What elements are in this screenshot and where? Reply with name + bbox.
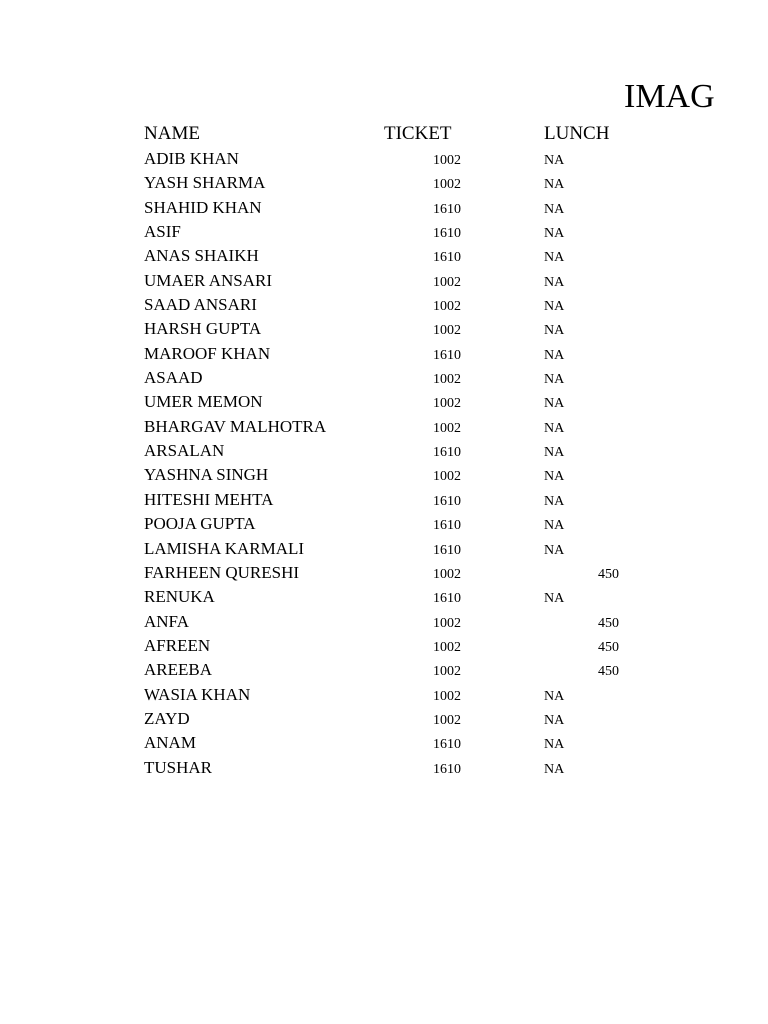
column-header-ticket: TICKET xyxy=(384,123,452,144)
table-row xyxy=(144,269,664,293)
lunch-cell: NA xyxy=(544,712,565,728)
name-cell: ZAYD xyxy=(144,708,190,728)
lunch-cell: NA xyxy=(544,250,565,266)
name-cell: WASIA KHAN xyxy=(144,684,251,704)
lunch-cell: NA xyxy=(544,177,565,193)
table-row xyxy=(144,220,664,244)
table-body xyxy=(144,147,664,780)
name-cell: SHAHID KHAN xyxy=(144,197,262,217)
ticket-cell: 1002 xyxy=(433,177,461,193)
ticket-cell: 1610 xyxy=(433,201,461,217)
name-cell: ANFA xyxy=(144,611,190,631)
ticket-cell: 1610 xyxy=(433,591,461,607)
column-header-lunch: LUNCH xyxy=(544,123,610,144)
lunch-cell: NA xyxy=(544,226,565,242)
ticket-cell: 1002 xyxy=(433,299,461,315)
name-cell: HITESHI MEHTA xyxy=(144,489,274,509)
ticket-cell: 1610 xyxy=(433,542,461,558)
lunch-cell: NA xyxy=(544,299,565,315)
table-row xyxy=(144,439,664,463)
ticket-cell: 1002 xyxy=(433,639,461,655)
table-row xyxy=(144,390,664,414)
name-cell: ASIF xyxy=(144,222,181,242)
name-cell: SAAD ANSARI xyxy=(144,295,257,315)
table-row xyxy=(144,415,664,439)
name-cell: BHARGAV MALHOTRA xyxy=(144,416,327,436)
ticket-cell: 1002 xyxy=(433,469,461,485)
lunch-cell: NA xyxy=(544,542,565,558)
name-cell: UMAER ANSARI xyxy=(144,270,272,290)
name-cell: YASH SHARMA xyxy=(144,173,266,193)
column-header-name: NAME xyxy=(144,123,200,144)
ticket-cell: 1002 xyxy=(433,688,461,704)
name-cell: ADIB KHAN xyxy=(144,149,239,168)
lunch-cell: NA xyxy=(544,445,565,461)
ticket-cell: 1610 xyxy=(433,493,461,509)
ticket-cell: 1002 xyxy=(433,323,461,339)
name-cell: ANAM xyxy=(144,733,196,753)
table-row xyxy=(144,658,664,682)
ticket-cell: 1610 xyxy=(433,347,461,363)
ticket-cell: 1610 xyxy=(433,226,461,242)
table-row xyxy=(144,342,664,366)
table-row xyxy=(144,731,664,755)
table-row xyxy=(144,171,664,195)
lunch-cell: NA xyxy=(544,420,565,436)
name-cell: ARSALAN xyxy=(144,441,225,461)
table-row xyxy=(144,585,664,609)
table-row xyxy=(144,196,664,220)
lunch-cell: NA xyxy=(544,493,565,509)
name-cell: FARHEEN QURESHI xyxy=(144,562,300,582)
ticket-cell: 1002 xyxy=(433,566,461,582)
name-cell: TUSHAR xyxy=(144,757,213,777)
table-row xyxy=(144,488,664,512)
name-cell: ANAS SHAIKH xyxy=(144,246,259,266)
lunch-cell: 450 xyxy=(598,615,619,631)
lunch-cell: NA xyxy=(544,274,565,290)
lunch-cell: NA xyxy=(544,761,565,777)
table-row xyxy=(144,147,664,171)
name-cell: ASAAD xyxy=(144,368,203,388)
lunch-cell: NA xyxy=(544,688,565,704)
table-row xyxy=(144,610,664,634)
name-cell: YASHNA SINGH xyxy=(144,465,269,485)
table-header-row xyxy=(144,121,664,147)
ticket-cell: 1002 xyxy=(433,153,461,168)
lunch-cell: NA xyxy=(544,201,565,217)
table-row xyxy=(144,463,664,487)
table-row xyxy=(144,537,664,561)
lunch-cell: 450 xyxy=(598,639,619,655)
lunch-cell: NA xyxy=(544,347,565,363)
table-row xyxy=(144,317,664,341)
lunch-cell: NA xyxy=(544,737,565,753)
lunch-cell: NA xyxy=(544,469,565,485)
lunch-cell: NA xyxy=(544,153,565,168)
name-cell: LAMISHA KARMALI xyxy=(144,538,305,558)
table-row xyxy=(144,707,664,731)
page-title-clip xyxy=(620,74,715,120)
ticket-cell: 1002 xyxy=(433,372,461,388)
ticket-cell: 1002 xyxy=(433,274,461,290)
table-row xyxy=(144,683,664,707)
attendee-table xyxy=(144,121,664,780)
name-cell: POOJA GUPTA xyxy=(144,514,256,534)
name-cell: RENUKA xyxy=(144,587,215,607)
ticket-cell: 1002 xyxy=(433,420,461,436)
lunch-cell: 450 xyxy=(598,664,619,680)
ticket-cell: 1610 xyxy=(433,250,461,266)
ticket-cell: 1002 xyxy=(433,396,461,412)
lunch-cell: 450 xyxy=(598,566,619,582)
ticket-cell: 1610 xyxy=(433,737,461,753)
name-cell: AREEBA xyxy=(144,660,212,680)
table-row xyxy=(144,366,664,390)
name-cell: AFREEN xyxy=(144,635,211,655)
name-cell: HARSH GUPTA xyxy=(144,319,262,339)
table-row xyxy=(144,634,664,658)
name-cell: MAROOF KHAN xyxy=(144,343,271,363)
table-row xyxy=(144,561,664,585)
lunch-cell: NA xyxy=(544,591,565,607)
page-title: IMAG xyxy=(624,78,715,115)
lunch-cell: NA xyxy=(544,396,565,412)
ticket-cell: 1610 xyxy=(433,761,461,777)
lunch-cell: NA xyxy=(544,518,565,534)
table-row xyxy=(144,756,664,780)
ticket-cell: 1002 xyxy=(433,712,461,728)
ticket-cell: 1610 xyxy=(433,518,461,534)
lunch-cell: NA xyxy=(544,323,565,339)
ticket-cell: 1002 xyxy=(433,664,461,680)
name-cell: UMER MEMON xyxy=(144,392,263,412)
ticket-cell: 1002 xyxy=(433,615,461,631)
ticket-cell: 1610 xyxy=(433,445,461,461)
table-row xyxy=(144,244,664,268)
table-row xyxy=(144,293,664,317)
table-row xyxy=(144,512,664,536)
lunch-cell: NA xyxy=(544,372,565,388)
